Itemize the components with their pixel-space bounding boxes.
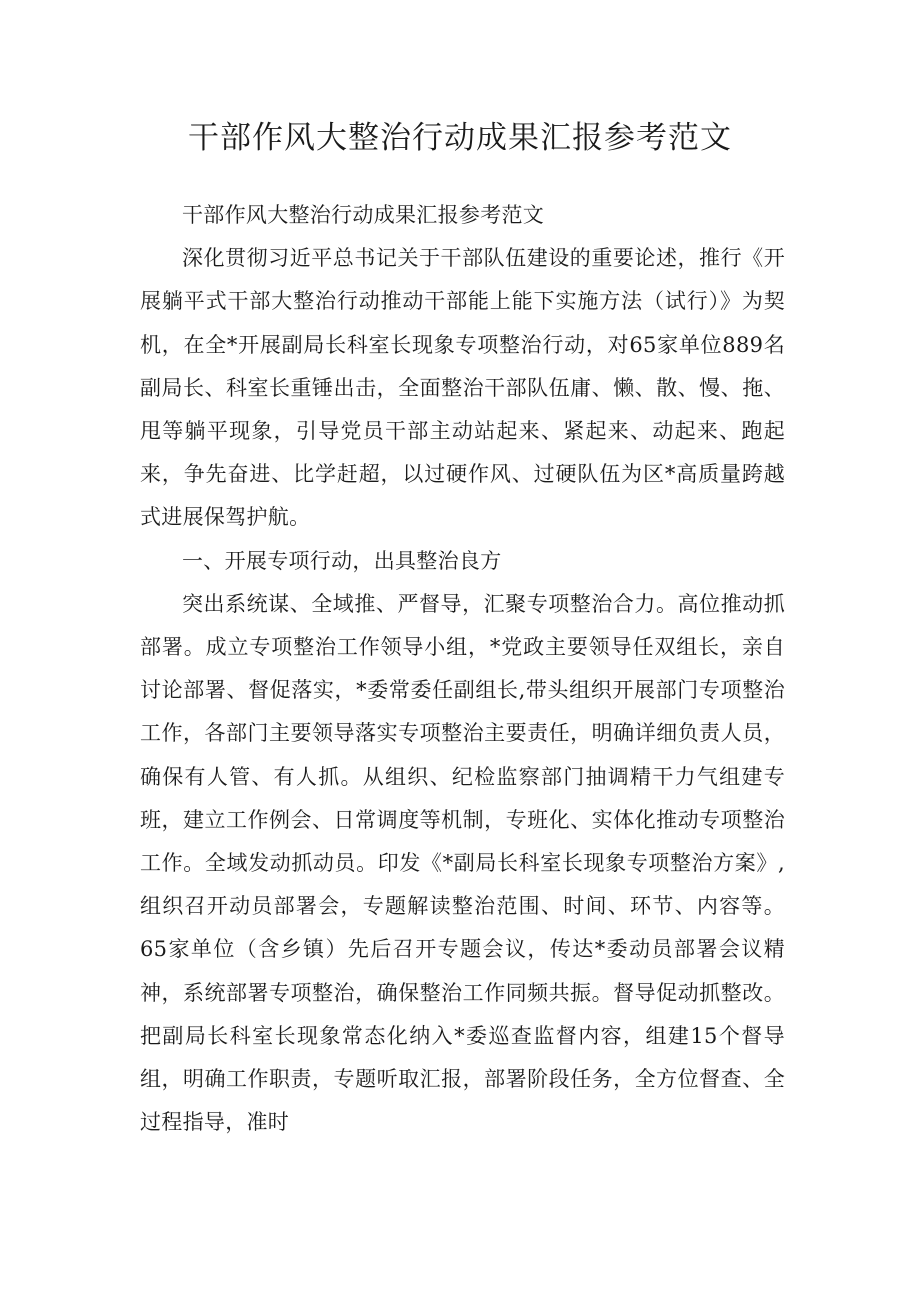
document-title: 干部作风大整治行动成果汇报参考范文 bbox=[188, 120, 732, 156]
section-heading-1: 一、开展专项行动，出具整治良方 bbox=[182, 548, 502, 573]
paragraph-intro: 深化贯彻习近平总书记关于干部队伍建设的重要论述，推行《开展躺平式干部大整治行动推动干部能上能下实施方法（试行）》为契机，在全*开展副局长科室长现象专项整治行动，对65家单位889名副局长、科室长重锤出击，全面整治干部队伍庸、懒、散、慢、拖、甩等躺平现象，引导党员干部主动站起来、紧起来、动起来、跑起来，争先奋进、比学赶超，以过硬作风、过硬队伍为区*高质量跨越式进展保驾护航。 bbox=[140, 246, 785, 530]
document-body bbox=[140, 194, 785, 1144]
paragraph-section-1: 突出系统谋、全域推、严督导，汇聚专项整治合力。高位推动抓部署。成立专项整治工作领导小组，*党政主要领导任双组长，亲自讨论部署、督促落实，*委常委任副组长,带头组织开展部门专项整治工作，各部门主要领导落实专项整治主要责任，明确详细负责人员，确保有人管、有人抓。从组织、纪检监察部门抽调精干力气组建专班，建立工作例会、日常调度等机制，专班化、实体化推动专项整治工作。全域发动抓动员。印发《*副局长科室长现象专项整治方案》,组织召开动员部署会，专题解读整治范围、时间、环节、内容等。65家单位（含乡镇）先后召开专题会议，传达*委动员部署会议精神，系统部署专项整治，确保整治工作同频共振。督导促动抓整改。把副局长科室长现象常态化纳入*委巡查监督内容，组建15个督导组，明确工作职责，专题听取汇报，部署阶段任务，全方位督查、全过程指导，准时 bbox=[140, 591, 785, 1135]
paragraph-subtitle: 干部作风大整治行动成果汇报参考范文 bbox=[182, 203, 545, 227]
